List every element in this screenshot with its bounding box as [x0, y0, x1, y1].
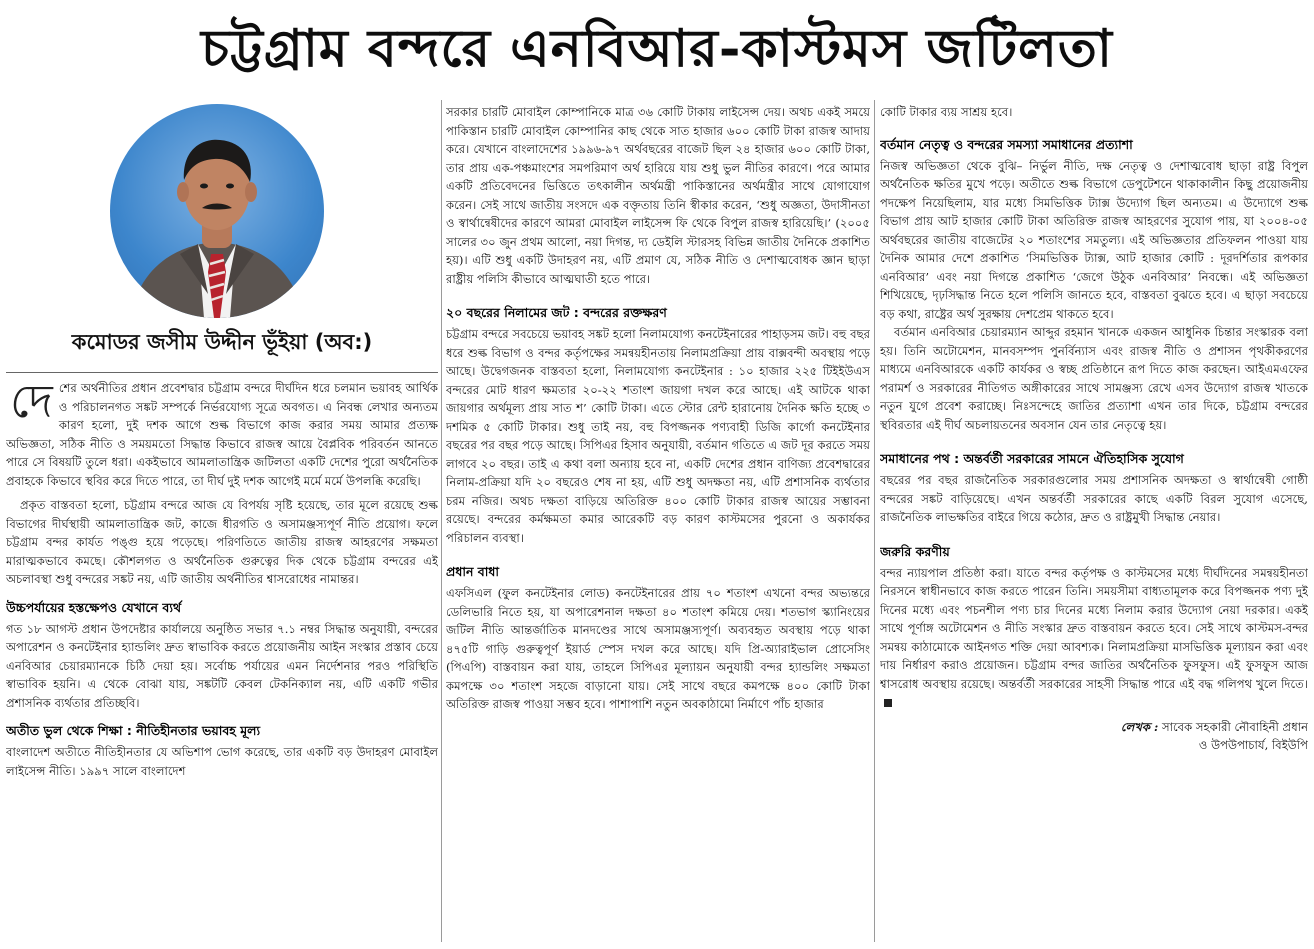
column-2 [446, 103, 870, 948]
intro-paragraph [6, 374, 438, 490]
paragraph: চট্টগ্রাম বন্দরে সবচেয়ে ভয়াবহ সঙ্কট হলো নিলামযোগ্য কনটেইনারের পাহাড়সম জট। বহু বছর ধরে শুল্ক বিভাগ ও বন্দর কর্তৃপক্ষের সমন্বয়হীনতায় নিলামপ্রক্রিয়া প্রায় বাক্সবন্দী অবস্থায় পড়ে আছে। উদ্বেগজনক বাস্তবতা হলো, নিলামযোগ্য কনটেইনার : ১০ হাজার ২২৫ টিইইউএস বন্দরের মোট ধারণ ক্ষমতার ২০-২২ শতাংশ জায়গা দখল করে আছে। এই আটকে থাকা জায়গার অর্থমূল্য প্রায় সাত শ’ কোটি টাকা। এতে স্টোর রেন্ট হারানোয় দৈনিক ক্ষতি হচ্ছে ৩ দশমিক ৫ কোটি টাকার। শুধু তাই নয়, বহু বিপজ্জনক পণ্যবাহী ডিজি কার্গো কনটেইনার বছরের পর বছর পড়ে আছে। সিপিএর হিসাব অনুযায়ী, বর্তমান গতিতে এ জট দূর করতে সময় লাগবে ২০ বছর। তাই এ কথা বলা অন্যায় হবে না, একটি দেশের প্রধান বাণিজ্য প্রবেশদ্বারের নিলাম-প্রক্রিয়া যদি ২০ বছরেও শেষ না হয়, এটি শুধু অদক্ষতা নয়, এটি প্রশাসনিক ব্যর্থতার চরম নজির। অথচ দক্ষতা বাড়িয়ে অতিরিক্ত ৪০০ কোটি টাকার রাজস্ব আয়ের সম্ভাবনা রয়েছে। বন্দরের কর্মক্ষমতা কমার আরেকটি বড় কারণ কাস্টমসের পুরনো ও অকার্যকর পরিচালন ব্যবস্থা। [446, 327, 870, 545]
headline: চট্টগ্রাম বন্দরে এনবিআর-কাস্টমস জটিলতা [201, 18, 1113, 79]
intro-text: শের অর্থনীতির প্রধান প্রবেশদ্বার চট্টগ্রাম বন্দরে দীর্ঘদিন ধরে চলমান ভয়াবহ আর্থিক ও পরিচালনগত সঙ্কট সম্পর্কে নির্ভরযোগ্য সূত্রে অবগত। এ নিবন্ধ লেখার অন্যতম কারণ হলো, দুই দশক আগে শুল্ক বিভাগে কাজ করার সময় আমার প্রত্যক্ষ অভিজ্ঞতা, সঠিক নীতি ও সময়মতো সিদ্ধান্ত কিভাবে রাজস্ব আয়ে বৈপ্লবিক পরিবর্তন আনতে পারে সে বিষয়টি তুলে ধরা। একইভাবে আমলাতান্ত্রিক জটিলতা একটি দেশের পুরো অর্থনৈতিক প্রবাহকে কিভাবে স্থবির করে দিতে পারে, তা দীর্ঘ দুই দশক আগেই মর্মে মর্মে উপলব্ধি করেছি। [6, 381, 438, 488]
author-byline: কমোডর জসীম উদ্দীন ভূঁইয়া (অব:) [71, 330, 373, 354]
author-credit [880, 718, 1308, 754]
paragraph: বর্তমান এনবিআর চেয়ারম্যান আব্দুর রহমান খানকে একজন আধুনিক চিন্তার সংস্কারক বলা হয়। তিনি অটোমেশন, মানবসম্পদ পুনর্বিন্যাস এবং রাজস্ব নীতি ও প্রশাসন পৃথকীকরণের মাধ্যমে এনবিআরকে একটি কার্যকর ও স্বচ্ছ প্রতিষ্ঠানে রূপ দিতে কাজ করছেন। আইএমএফের পরামর্শ ও সরকারের নীতিগত অঙ্গীকারের সাথে সামঞ্জস্য রেখে এসব উদ্যোগ রাজস্ব খাতকে নতুন যুগে প্রবেশ করাচ্ছে। নিঃসন্দেহে জাতির প্রত্যাশা এখন তার দিকে, চট্টগ্রাম বন্দরের স্থবিরতার এই দীর্ঘ অচলায়তনের অবসান যেন তার নেতৃত্বে হয়। [880, 325, 1308, 432]
paragraph-text: বন্দর ন্যায়পাল প্রতিষ্ঠা করা। যাতে বন্দর কর্তৃপক্ষ ও কাস্টমসের মধ্যে দীর্ঘদিনের সমন্বয়হীনতা নিরসনে স্বাধীনভাবে কাজ করতে পারেন তিনি। সময়সীমা বাধ্যতামূলক করে বিপজ্জনক পণ্য দুই দিনের মধ্যে এবং পচনশীল পণ্য চার দিনের মধ্যে নিলাম করার উদ্যোগ নেয়া দরকার। একই সাথে পূর্ণাঙ্গ অটোমেশন ও নীতি সংস্কার দ্রুত বাস্তবায়ন করতে হবে। সেই সাথে কাস্টমস-বন্দর সমন্বয় কাঠামোকে আইনগত শক্তি দেয়া আবশ্যক। নিলামপ্রক্রিয়া মাসভিত্তিক মূল্যায়ন করা এবং দায় নির্ধারণ করাও প্রয়োজন। চট্টগ্রাম বন্দর জাতির অর্থনৈতিক ফুসফুস। এই ফুসফুস আজ শ্বাসরোধ অবস্থায় রয়েছে। অন্তর্বর্তী সরকারের সাহসী সিদ্ধান্ত পারে এই বদ্ধ গলিপথ খুলে দিতে। [880, 565, 1308, 691]
column-rule [441, 100, 442, 942]
column-3 [880, 103, 1308, 948]
paragraph [880, 564, 1308, 712]
author-credit-line2: ও উপউপাচার্য, বিইউপি [1198, 737, 1308, 752]
end-mark [884, 699, 892, 707]
author-credit-line1: সাবেক সহকারী নৌবাহিনী প্রধান [1161, 719, 1308, 734]
column-rule [874, 100, 875, 942]
paragraph: কোটি টাকার ব্যয় সাশ্রয় হবে। [880, 105, 1013, 119]
column-1 [6, 100, 438, 945]
dropcap: দে [10, 374, 53, 428]
section-heading: উচ্চপর্যায়ের হস্তক্ষেপও যেখানে ব্যর্থ [6, 599, 182, 615]
section-heading: অতীত ভুল থেকে শিক্ষা : নীতিহীনতার ভয়াবহ মূল্য [6, 723, 261, 738]
portrait-illustration [110, 104, 324, 318]
paragraph: গত ১৮ আগস্ট প্রধান উপদেষ্টার কার্যালয়ে অনুষ্ঠিত সভার ৭.১ নম্বর সিদ্ধান্ত অনুযায়ী, বন্দরের অপারেশন ও কনটেইনার হ্যান্ডলিং দ্রুত স্বাভাবিক করতে প্রয়োজনীয় আইন সংস্কার প্রস্তাব চেয়ে এনবিআর চেয়ারম্যানকে চিঠি দেয়া হয়। সর্বোচ্চ পর্যায়ের এমন নির্দেশনার পরও পরিস্থিতি স্বাভাবিক হয়নি। এ থেকে বোঝা যায়, সঙ্কটটি কেবল টেকনিক্যাল নয়, এটি একটি গভীর প্রশাসনিক ব্যর্থতার প্রতিচ্ছবি। [6, 621, 438, 710]
author-credit-label: লেখক : [1120, 719, 1159, 734]
author-photo [110, 104, 324, 318]
author-photo-block [6, 100, 438, 368]
paragraph: এফসিএল (ফুল কনটেইনার লোড) কনটেইনারের প্রায় ৭০ শতাংশ এখনো বন্দর অভ্যন্তরে ডেলিভারি নিতে হয়, যা অপারেশনাল দক্ষতা ৪০ শতাংশ কমিয়ে দেয়। শতভাগ স্ক্যানিংয়ের জটিল নীতি আন্তর্জাতিক মানদণ্ডের সাথে অসামঞ্জস্যপূর্ণ। অব্যবহৃত অবস্থায় পড়ে থাকা ৪৭৫টি গাড়ি গুরুত্বপূর্ণ ইয়ার্ড স্পেস দখল করে আছে। যদি প্রি-অ্যারাইভাল প্রোসেসিং (পিএপি) বাস্তবায়ন করা যায়, তাহলে সিপিএর মূল্যায়ন অনুযায়ী বন্দর হ্যান্ডলিং সক্ষমতা কমপক্ষে ৩০ শতাংশ সহজে বাড়ানো যায়। সেই সাথে বছরে কমপক্ষে ৪০০ কোটি টাকা অতিরিক্ত রাজস্ব পাওয়া সম্ভব হবে। পাশাপাশি নতুন অবকাঠামো নির্মাণে পাঁচ হাজার [446, 586, 870, 711]
paragraph: নিজস্ব অভিজ্ঞতা থেকে বুঝি– নির্ভুল নীতি, দক্ষ নেতৃত্ব ও দেশাত্মবোধ ছাড়া রাষ্ট্র বিপুল অর্থনৈতিক ক্ষতির মুখে পড়ে। অতীতে শুল্ক বিভাগে ডেপুটেশনে থাকাকালীন কিছু প্রয়োজনীয় পদক্ষেপ নিয়েছিলাম, যার মধ্যে সিমভিত্তিক ট্যাক্স উদ্যোগ ছিল অন্যতম। এ উদ্যোগে শুল্ক বিভাগ প্রায় আট হাজার কোটি টাকা অতিরিক্ত রাজস্ব আহরণের সুযোগ পায়, যা ২০০৪-০৫ অর্থবছরের জাতীয় বাজেটের ২০ শতাংশের সমতুল্য। এই অভিজ্ঞতার প্রতিফলন পাওয়া যায় দৈনিক আমার দেশে প্রকাশিত ‘সিমভিত্তিক ট্যাক্স, আট হাজার কোটি : দূরদর্শিতার রূপকার এনবিআর’ এবং নয়া দিগন্তে প্রকাশিত ‘জেগে উঠুক এনবিআর’ নিবন্ধে। এই অভিজ্ঞতা শিখিয়েছে, দৃঢ়সিদ্ধান্ত নিতে হলে পলিসি জানতে হবে, বাস্তবতা বুঝতে হবে। এ ছাড়া সবচেয়ে বড় কথা, রাষ্ট্রের অর্থ সুরক্ষায় দেশপ্রেম থাকতে হবে। [880, 158, 1308, 321]
paragraph: সরকার চারটি মোবাইল কোম্পানিকে মাত্র ৩৬ কোটি টাকায় লাইসেন্স দেয়। অথচ একই সময়ে পাকিস্তান চারটি মোবাইল কোম্পানির কাছ থেকে সাত হাজার ৬০০ কোটি টাকা রাজস্ব আদায় করে। যেখানে বাংলাদেশের ১৯৯৬-৯৭ অর্থবছরের বাজেট ছিল ২৪ হাজার ৬০০ কোটি টাকা, তার প্রায় এক-পঞ্চমাংশের সমপরিমাণ অর্থ হারিয়ে যায় শুধু ভুল নীতির কারণে। পরে আমার একটি প্রতিবেদনের ভিত্তিতে তৎকালীন অর্থমন্ত্রী পাকিস্তানের অর্থমন্ত্রীর সাথে যোগাযোগ করেন। সেই সাথে জাতীয় সংসদে এক বক্তৃতায় তিনি স্বীকার করেন, ‘শুধু অজ্ঞতা, উদাসীনতা ও স্বার্থান্বেষীদের কারণে আমরা মোবাইল লাইসেন্স ফি থেকে বিপুল রাজস্ব হারিয়েছি।’ (২০০৫ সালের ৩০ জুন প্রথম আলো, নয়া দিগন্ত, দ্য ডেইলি স্টারসহ বিভিন্ন জাতীয় দৈনিকে প্রকাশিত হয়)। এটি শুধু একটি উদাহরণ নয়, এটি প্রমাণ যে, সঠিক নীতি ও দেশাত্মবোধক জ্ঞান ছাড়া রাষ্ট্রীয় পলিসি কীভাবে আত্মঘাতী হতে পারে। [446, 105, 870, 286]
divider [6, 372, 438, 373]
section-heading: বর্তমান নেতৃত্ব ও বন্দরের সমস্যা সমাধানের প্রত্যাশা [880, 136, 1133, 152]
paragraph: প্রকৃত বাস্তবতা হলো, চট্টগ্রাম বন্দরে আজ যে বিপর্যয় সৃষ্টি হয়েছে, তার মূলে রয়েছে শুল্ক বিভাগের দীর্ঘস্থায়ী আমলাতান্ত্রিক জট, কাজে ধীরগতি ও অসামঞ্জস্যপূর্ণ নীতি প্রয়োগ। ফলে চট্টগ্রাম বন্দর কার্যত পঙ্গু হয়ে পড়েছে। পরিণতিতে জাতীয় রাজস্ব আহরণের সক্ষমতা মারাত্মকভাবে কমছে। কৌশলগত ও অর্থনৈতিক গুরুত্বের দিক থেকে চট্টগ্রাম বন্দরের এই অচলাবস্থা শুধু বন্দরের সঙ্কট নয়, এটি জাতীয় অর্থনীতির শ্বাসরোধের নামান্তর। [6, 498, 438, 586]
section-heading: জরুরি করণীয় [880, 543, 950, 559]
paragraph: বাংলাদেশ অতীতে নীতিহীনতার যে অভিশাপ ভোগ করেছে, তার একটি বড় উদাহরণ মোবাইল লাইসেন্স নীতি। ১৯৯৭ সালে বাংলাদেশ [6, 745, 438, 778]
paragraph: বছরের পর বছর রাজনৈতিক সরকারগুলোর সময় প্রশাসনিক অদক্ষতা ও স্বার্থান্বেষী গোষ্ঠী বন্দরের সঙ্কট বাড়িয়েছে। এখন অন্তর্বর্তী সরকারের কাছে একটি বিরল সুযোগ এসেছে, রাজনৈতিক লাভক্ষতির বাইরে গিয়ে কঠোর, দ্রুত ও রাষ্ট্রমুখী সিদ্ধান্ত নেয়ার। [880, 473, 1308, 524]
section-heading: প্রধান বাধা [446, 564, 499, 579]
section-heading: সমাধানের পথ : অন্তর্বর্তী সরকারের সামনে ঐতিহাসিক সুযোগ [880, 451, 1184, 466]
section-heading: ২০ বছরের নিলামের জট : বন্দরের রক্তক্ষরণ [446, 305, 667, 320]
